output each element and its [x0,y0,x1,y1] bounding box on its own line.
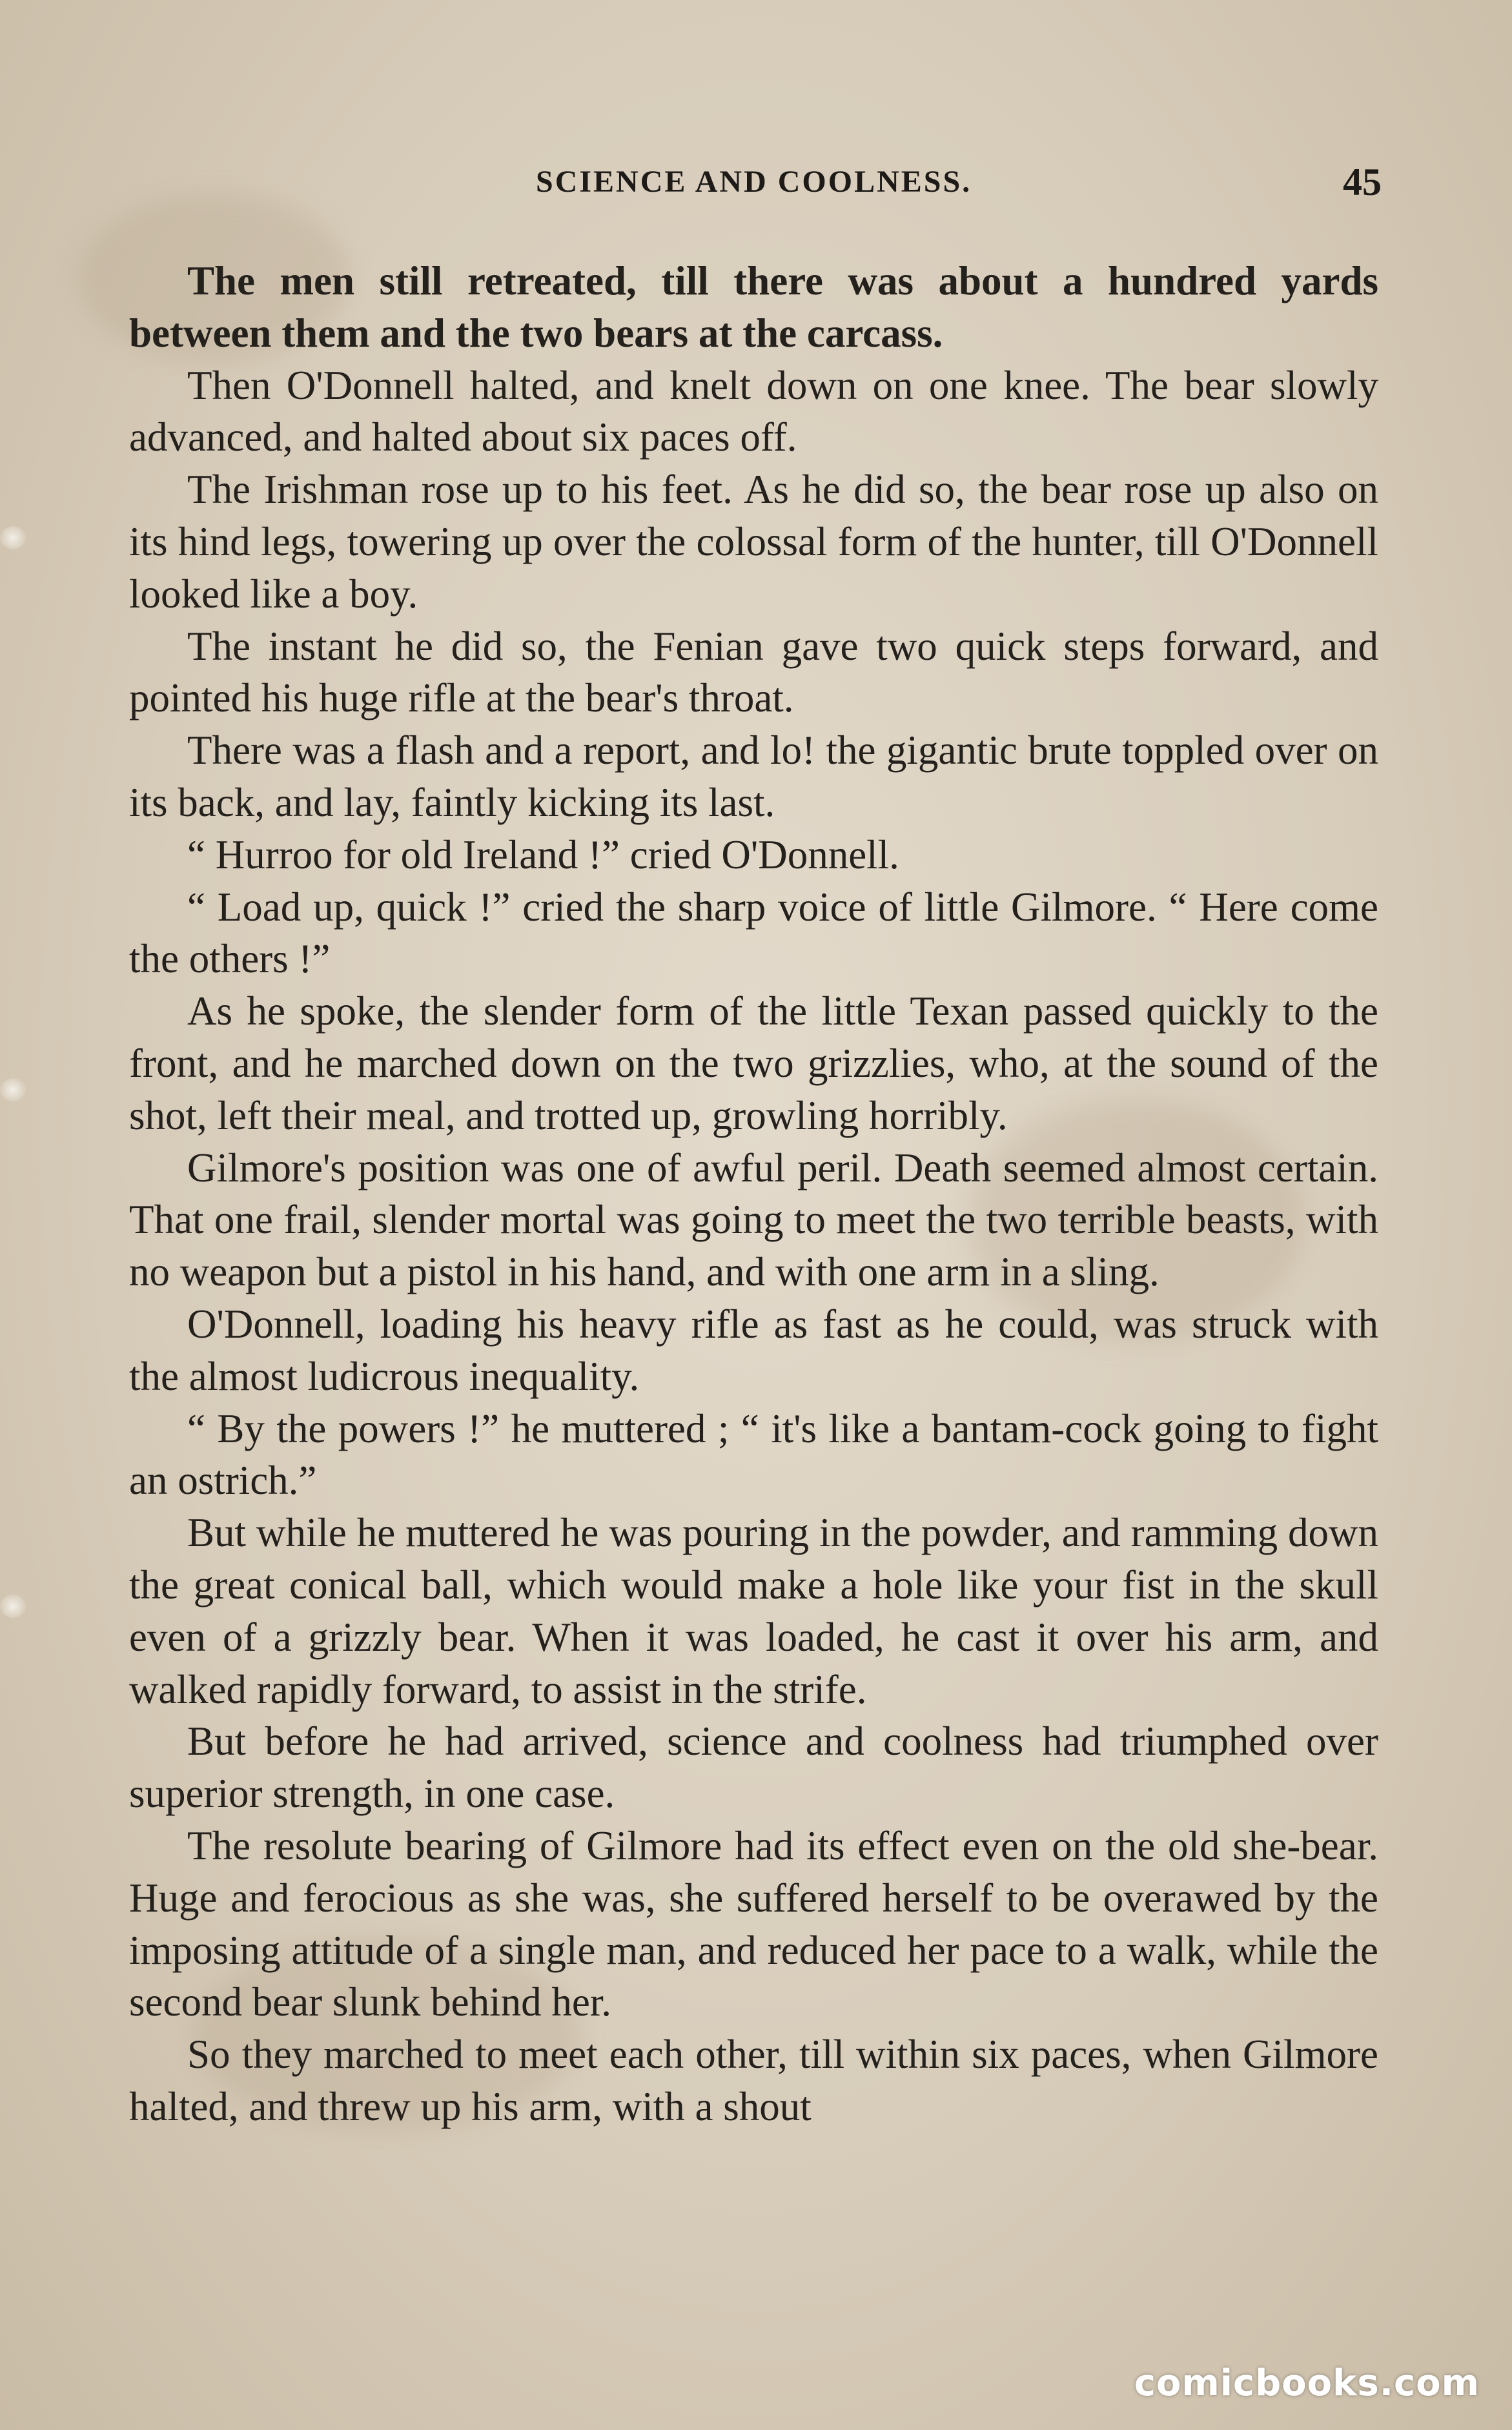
paragraph: O'Donnell, loading his heavy rifle as fast as he could, was struck with the almost ludicrous inequality. [129,1301,1378,1399]
running-title: SCIENCE AND COOLNESS. [536,165,972,199]
page-number: 45 [1343,161,1382,203]
page-edge-mark [0,526,26,549]
paragraph: The instant he did so, the Fenian gave two quick steps forward, and pointed his huge rifle at the bear's throat. [129,623,1378,721]
paragraph: The resolute bearing of Gilmore had its effect even on the old she-bear. Huge and ferocious as she was, she suffered herself to be overawed by the imposing attitude of a single man, and reduced her pace to a walk, while the second bear slunk behind her. [129,1822,1378,2025]
paragraph: There was a flash and a report, and lo! the gigantic brute toppled over on its back, and lay, faintly kicking its last. [129,728,1378,825]
paragraph: But while he muttered he was pouring in the powder, and ramming down the great conical ball, which would make a hole like your fist in the skull even of a grizzly bear. When it was loaded, he cast it over his arm, and walked rapidly forward, to assist in the strife. [129,1510,1378,1712]
paragraph: Then O'Donnell halted, and knelt down on one knee. The bear slowly advanced, and halted about six paces off. [129,362,1378,460]
paragraph: Gilmore's position was one of awful peril. Death seemed almost certain. That one frail, slender mortal was going to meet the two terrible beasts, with no weapon but a pistol in his hand, and with one arm in a sling. [129,1145,1378,1295]
watermark: comicbooks.com [1134,2362,1480,2404]
paragraph: “ Load up, quick !” cried the sharp voice of little Gilmore. “ Here come the others !” [129,884,1378,982]
page-header [123,160,1382,212]
page-edge-mark [0,1078,26,1101]
paragraph: But before he had arrived, science and coolness had triumphed over superior strength, in one case. [129,1719,1378,1817]
paragraph: As he spoke, the slender form of the little Texan passed quickly to the front, and he marched down on the two grizzlies, who, at the sound of the shot, left their meal, and trotted up, growling horribly. [129,988,1378,1138]
paragraph: The men still retreated, till there was about a hundred yards between them and the two bears at the carcass. [129,258,1378,356]
paragraph: “ Hurroo for old Ireland !” cried O'Donnell. [187,832,899,877]
paragraph: “ By the powers !” he muttered ; “ it's like a bantam-cock going to fight an ostrich.” [129,1405,1378,1504]
paragraph: So they marched to meet each other, till within six paces, when Gilmore halted, and threw up his arm, with a shout [129,2032,1378,2129]
page-edge-mark [0,1595,26,1618]
paragraph: The Irishman rose up to his feet. As he did so, the bear rose up also on its hind legs, towering up over the colossal form of the hunter, till O'Donnell looked like a boy. [129,467,1378,617]
body-text [129,255,1378,2133]
